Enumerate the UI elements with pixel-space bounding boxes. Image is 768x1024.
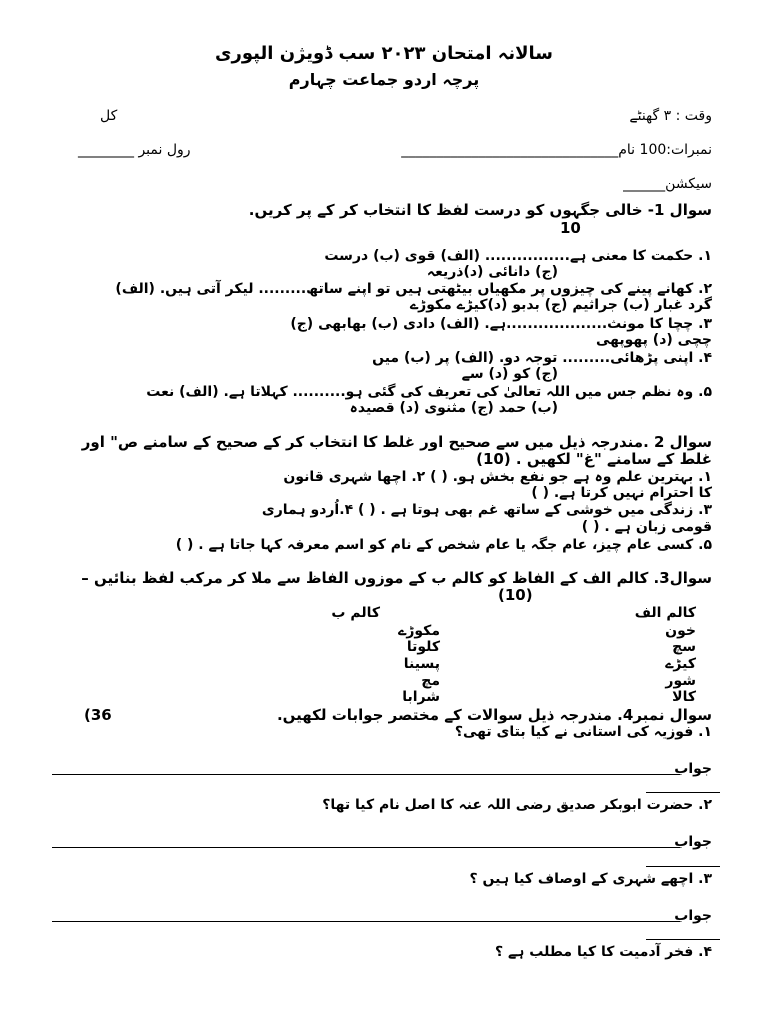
q1-line-7: ۴. اپنی پڑھائی......... توجہ دو. (الف) پر (ب) میں: [372, 350, 712, 366]
column-a-item: کالا: [672, 689, 696, 705]
q1-line-4: گرد غبار (ب) جراثیم (ج) بدبو (د)کیڑے مکوڑے: [409, 297, 712, 313]
q4-question-1: ۱. فوزیہ کی استانی نے کیا بتای تھی؟: [454, 724, 712, 740]
answer-line[interactable]: [52, 774, 680, 775]
exam-title: سالانہ امتحان ۲۰۲۳ سب ڈویژن الپوری: [215, 43, 553, 64]
section-field: سیکشن______: [623, 176, 712, 192]
q4-question-2: ۲. حضرت ابوبکر صدیق رضی اللہ عنہ کا اصل نام کیا تھا؟: [322, 797, 712, 813]
answer-label: جواب: [674, 834, 712, 850]
marks-name-field: نمبرات:100 نام_______________________________: [401, 142, 712, 158]
q2-heading: سوال 2 .مندرجہ ذیل میں سے صحیح اور غلط کا انتخاب کر کے صحیح کے سامنے ص" اور: [81, 433, 712, 451]
column-a-item: سچ: [672, 639, 696, 655]
q2-line-5: ۵. کسی عام چیز، عام جگہ یا عام شخص کے نام کو اسم معرفہ کہا جاتا ہے . ( ): [175, 537, 712, 553]
answer-line[interactable]: [52, 847, 680, 848]
q2-line-3: ۳. زندگی میں خوشی کے ساتھ غم بھی ہوتا ہے . ( ) ۴.اُردو ہماری: [261, 502, 712, 518]
column-b-item: شرابا: [402, 689, 440, 705]
answer-label: جواب: [674, 908, 712, 924]
column-b-item: کلوتا: [406, 639, 440, 655]
total-label: کل: [100, 108, 118, 124]
q1-line-5: ۳. چچا کا مونث...................ہے. (الف) دادی (ب) بھابھی (ج): [290, 316, 712, 332]
answer-line-end: [646, 939, 720, 940]
answer-line-end: [646, 792, 720, 793]
q1-heading: سوال 1- خالی جگہوں کو درست لفظ کا انتخاب کر کے پر کریں.: [248, 201, 712, 219]
q1-line-2: (ج) دانائی (د)ذریعہ: [426, 264, 558, 280]
q2-heading-2: غلط کے سامنے "غ" لکھیں . (10): [476, 450, 712, 468]
answer-line-end: [646, 866, 720, 867]
q1-marks: 10: [560, 219, 581, 237]
q4-question-3: ۳. اچھے شہری کے اوصاف کیا ہیں ؟: [469, 871, 712, 887]
roll-number-field: رول نمبر ________: [78, 142, 191, 158]
q2-line-1: ۱. بہترین علم وہ ہے جو نفع بخش ہو. ( ) ۲. اچھا شہری قانون: [283, 469, 712, 485]
q1-line-9: ۵. وہ نظم جس میں اللہ تعالیٰ کی تعریف کی گئی ہو.......... کہلاتا ہے. (الف) نعت: [146, 384, 712, 400]
answer-line[interactable]: [52, 921, 680, 922]
column-a-item: شور: [665, 673, 696, 689]
answer-label: جواب: [674, 761, 712, 777]
q1-line-3: ۲. کھانے پینے کی چیزوں پر مکھیاں بیٹھتی ہیں تو اپنے ساتھ......... لیکر آتی ہیں. (الف): [115, 281, 712, 297]
q1-line-6: چچی (د) پھوپھی: [595, 332, 712, 348]
q2-line-2: کا احترام نہیں کرتا ہے. ( ): [531, 485, 712, 501]
column-a-item: خون: [665, 623, 696, 639]
q3-heading: سوال3. کالم الف کے الفاظ کو کالم ب کے موزوں الفاظ سے ملا کر مرکب لفظ بنائیں –: [81, 569, 712, 587]
column-b-header: کالم ب: [331, 605, 380, 621]
exam-subtitle: پرچہ اردو جماعت چہارم: [288, 70, 480, 89]
column-b-item: مکوڑے: [398, 623, 440, 639]
column-b-item: مچ: [421, 673, 440, 689]
q1-line-10: (ب) حمد (ج) مثنوی (د) قصیدہ: [349, 400, 558, 416]
q4-heading: سوال نمبر4. مندرجہ ذیل سوالات کے مختصر جوابات لکھیں.: [276, 706, 712, 724]
time-label: وقت : ۳ گھنٹے: [629, 108, 712, 124]
column-b-item: پسینا: [403, 656, 440, 672]
q1-line-1: ۱. حکمت کا معنی ہے................ (الف) قوی (ب) درست: [324, 248, 712, 264]
q4-question-4: ۴. فخر آدمیت کا کیا مطلب ہے ؟: [494, 944, 712, 960]
q4-marks: (36: [84, 706, 112, 724]
q1-line-8: (ج) کو (د) سے: [461, 366, 558, 382]
column-a-header: کالم الف: [634, 605, 696, 621]
q2-line-4: قومی زبان ہے . ( ): [581, 519, 712, 535]
q3-marks: (10): [498, 586, 533, 604]
column-a-item: کیڑے: [665, 656, 696, 672]
